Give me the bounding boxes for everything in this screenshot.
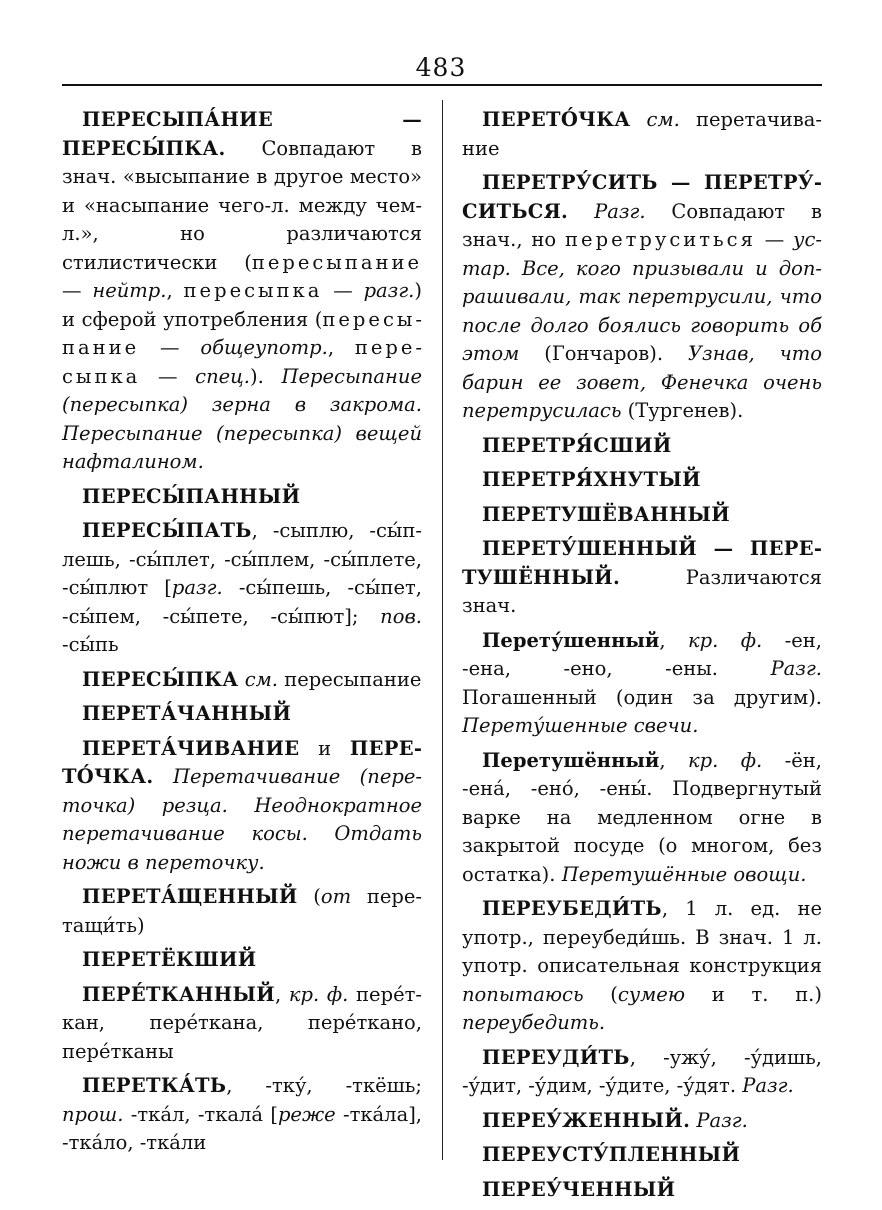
- text: и: [299, 736, 350, 760]
- italic-text: Перетачивание (переточка) резца. Неоднократное перетачивание косы. Отдать ножи в переточку.: [62, 765, 422, 874]
- headword: ПЕРЕТКА́ТЬ: [82, 1074, 227, 1097]
- text: (: [297, 885, 321, 908]
- text: ,: [327, 336, 355, 359]
- italic-text: кр. ф.: [688, 748, 763, 772]
- spaced-text: пересыпание: [251, 250, 422, 274]
- left-column: [62, 106, 422, 1164]
- text: -сы́пешь, -сы́пет, -сы́пем, -сы́пете, -сы́пют];: [62, 576, 422, 628]
- dictionary-entry: [462, 169, 822, 426]
- spaced-text: пересыпка: [183, 279, 323, 302]
- column-divider: [442, 100, 443, 1160]
- italic-text: попытаюсь: [462, 982, 584, 1006]
- text: —: [322, 279, 364, 302]
- dictionary-entry: [462, 106, 822, 163]
- text: (: [583, 982, 618, 1006]
- right-column: [462, 106, 822, 1210]
- italic-text: см.: [244, 667, 278, 691]
- text: пересыпание: [278, 667, 422, 691]
- text: и т. п.): [685, 982, 822, 1006]
- text: [630, 108, 646, 131]
- italic-text: Разг.: [742, 1074, 794, 1097]
- text: перетачивание: [462, 108, 823, 160]
- dictionary-entry: [62, 1072, 422, 1158]
- italic-text: Разг.: [696, 1108, 748, 1132]
- text: пере́ткан, пере́ткана, пере́ткано, пере́тканы: [62, 982, 422, 1063]
- italic-text: см.: [646, 108, 680, 131]
- dictionary-entry: [462, 535, 822, 621]
- italic-text: Узнав, что барин ее зовет, Фенечка очень перетрусилась: [462, 342, 822, 422]
- text: —: [139, 336, 201, 359]
- text: —: [755, 228, 794, 251]
- text: —: [62, 279, 93, 302]
- headword: ПЕРЕУДИ́ТЬ: [482, 1045, 630, 1069]
- text: , -сыплю, -сы́плешь, -сы́плет, -сы́плем, -сы́плете, -сы́плют [: [62, 519, 422, 599]
- text: Совпадают в знач. «высыпание в другое место» и «насыпание чего-л. между чем-л.», но различаются стилистически (: [62, 136, 422, 274]
- dictionary-entry: [62, 883, 422, 940]
- dictionary-entry: [462, 627, 822, 741]
- headword: ПЕРЕСЫ́ПКА: [82, 667, 239, 691]
- headword: ПЕРЕУСТУ́ПЛЕННЫЙ: [482, 1143, 741, 1166]
- headword: ПЕРЕУ́ЖЕННЫЙ.: [482, 1108, 691, 1132]
- text: перетащи́ть): [62, 885, 423, 937]
- text: -ён, -ена́, -ено́, -ены́. Подвергнутый варке на медленном огне в закрытой посуде (о многом, без остатка).: [462, 748, 822, 886]
- italic-text: общеупотр.: [200, 336, 328, 359]
- text: -тка́л, -ткала́ [: [123, 1102, 278, 1126]
- header-rule: [62, 84, 822, 86]
- dictionary-entry: [62, 981, 422, 1067]
- dictionary-entry: [462, 1107, 822, 1136]
- text: , -ужу́, -у́дишь, -у́дит, -у́дим, -у́дите, -у́дят.: [462, 1045, 822, 1097]
- headword: ПЕРЕТРУ́СИТЬ — ПЕРЕТРУ́СИТЬСЯ.: [462, 171, 822, 223]
- dictionary-entry: [462, 466, 822, 495]
- italic-text: от: [320, 885, 352, 908]
- text: (Гончаров).: [519, 342, 688, 365]
- page-number: 483: [415, 53, 467, 82]
- text: , 1 л. ед. не употр., переубеди́шь. В знач. 1 л. употр. описательная конструкция: [462, 897, 822, 977]
- headword: ПЕРЕСЫПА́НИЕ — ПЕРЕСЫ́ПКА.: [62, 108, 422, 160]
- text: ,: [659, 748, 688, 772]
- text: (Тургенев).: [621, 399, 744, 422]
- italic-text: пов.: [380, 604, 422, 628]
- italic-text: сумею: [617, 982, 686, 1006]
- text: ).: [249, 364, 282, 388]
- italic-text: разг.: [171, 576, 223, 599]
- text: -ен, -ена, -ено, -ены.: [462, 628, 822, 680]
- headword: ПЕРЕТО́ЧКА.: [62, 736, 422, 788]
- text: Совпадают в знач., но: [462, 199, 822, 251]
- italic-text: реже: [277, 1102, 336, 1126]
- italic-text: нейтр.: [92, 279, 167, 302]
- dictionary-entry: [462, 501, 822, 530]
- headword: ПЕРЕТРЯ́ХНУТЫЙ: [482, 468, 701, 491]
- dictionary-entry: [62, 700, 422, 729]
- spaced-text: пересыпка: [62, 336, 422, 388]
- headword: ПЕРЕУБЕДИ́ТЬ: [482, 897, 662, 920]
- text: , -тку́, -ткёшь;: [226, 1074, 422, 1097]
- dictionary-entry: [462, 1141, 822, 1170]
- dictionary-entry: [462, 432, 822, 461]
- italic-text: Разг.: [770, 657, 822, 680]
- spaced-text: перетруситься: [565, 228, 756, 251]
- italic-text: кр. ф.: [688, 628, 763, 652]
- dictionary-entry: [62, 735, 422, 878]
- dictionary-entry: [462, 1044, 822, 1101]
- text: ) и сферой употребления (: [62, 279, 422, 331]
- dictionary-entry: [62, 106, 422, 477]
- dictionary-entry: [462, 1176, 822, 1205]
- spaced-text: пересыпание: [62, 307, 422, 359]
- text: -тка́ла], -тка́ло, -тка́ли: [62, 1102, 422, 1154]
- italic-text: Пересыпание (пересыпка) зерна в закрома. Пересыпание (пересыпка) вещей нафталином.: [62, 364, 422, 473]
- dictionary-entry: [462, 895, 822, 1038]
- subheadword: Перетушённый: [482, 748, 660, 772]
- italic-text: разг.: [363, 279, 415, 302]
- headword: ПЕРЕТРЯ́СШИЙ: [482, 433, 672, 457]
- headword: ПЕРЕСЫ́ПАТЬ: [82, 519, 252, 542]
- italic-text: устар. Все, кого призывали и допрашивали, так перетрусили, что после долго боялись говорить об этом: [462, 228, 822, 365]
- headword: ПЕРЕТЁКШИЙ: [82, 948, 257, 971]
- italic-text: спец.: [195, 364, 250, 388]
- italic-text: кр. ф.: [288, 982, 349, 1006]
- text: ,: [659, 628, 688, 652]
- headword: ПЕРЕУ́ЧЕННЫЙ: [482, 1177, 676, 1201]
- subheadword: Перету́шенный: [482, 628, 660, 652]
- dictionary-entry: [62, 517, 422, 660]
- headword: ПЕРЕТО́ЧКА: [482, 108, 631, 131]
- text: -сы́пь: [62, 633, 119, 656]
- dictionary-entry: [462, 747, 822, 890]
- italic-text: Перету́шенные свечи.: [462, 714, 699, 737]
- italic-text: Разг.: [594, 199, 646, 223]
- italic-text: прош.: [62, 1102, 124, 1126]
- headword: ПЕРЕ́ТКАННЫЙ: [82, 982, 275, 1006]
- headword: ПЕРЕСЫ́ПАННЫЙ: [82, 484, 301, 508]
- text: —: [140, 364, 196, 388]
- italic-text: Перетушённые овощи.: [561, 862, 807, 886]
- text: [154, 765, 173, 788]
- headword: ПЕРЕТА́ЧИВАНИЕ: [82, 736, 300, 760]
- headword: ПЕРЕТА́ЧАННЫЙ: [82, 702, 292, 725]
- text: Погашенный (один за другим).: [462, 685, 822, 709]
- text: [568, 200, 594, 223]
- dictionary-entry: [62, 483, 422, 512]
- text: ,: [274, 982, 289, 1006]
- text: ,: [166, 279, 184, 302]
- dictionary-entry: [62, 666, 422, 695]
- text: Различаются знач.: [462, 565, 822, 617]
- headword: ПЕРЕТА́ЩЕННЫЙ: [82, 885, 298, 908]
- headword: ПЕРЕТУ́ШЕННЫЙ — ПЕРЕТУШЁННЫЙ.: [462, 537, 822, 589]
- italic-text: переубедить.: [462, 1011, 606, 1034]
- dictionary-entry: [62, 946, 422, 975]
- headword: ПЕРЕТУШЁВАННЫЙ: [482, 502, 730, 526]
